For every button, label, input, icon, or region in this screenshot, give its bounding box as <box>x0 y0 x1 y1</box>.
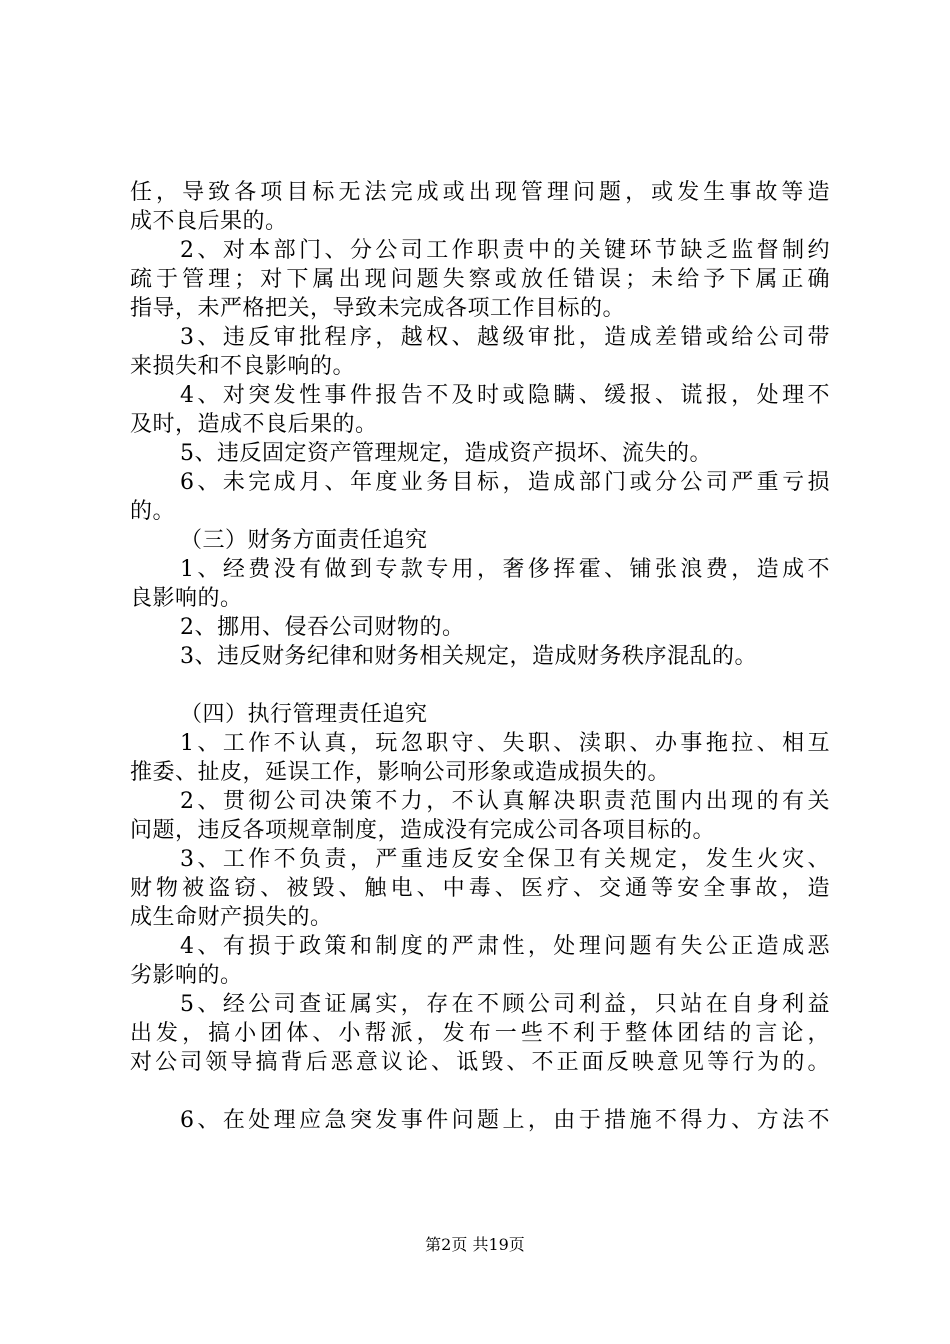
text-line: 来损失和不良影响的。 <box>130 354 356 379</box>
page-footer: 第2页 共19页 <box>425 1235 525 1254</box>
text-line: 疏于管理；对下属出现问题失察或放任错误；未给予下属正确 <box>130 267 830 292</box>
text-line: 推委、扯皮，延误工作，影响公司形象或造成损失的。 <box>130 760 671 785</box>
text-line: 出发，搞小团体、小帮派，发布一些不利于整体团结的言论， <box>130 1021 830 1046</box>
text-line: 3、违反审批程序，越权、越级审批，造成差错或给公司带 <box>180 325 830 350</box>
text-line: 成生命财产损失的。 <box>130 905 333 930</box>
text-line: （三）财务方面责任追究 <box>180 528 428 553</box>
text-line: 3、违反财务纪律和财务相关规定，造成财务秩序混乱的。 <box>180 644 757 669</box>
text-line: （四）执行管理责任追究 <box>180 702 428 727</box>
text-line: 及时，造成不良后果的。 <box>130 412 378 437</box>
text-line: 良影响的。 <box>130 586 243 611</box>
text-line: 5、违反固定资产管理规定，造成资产损坏、流失的。 <box>180 441 712 466</box>
text-line: 2、挪用、侵吞公司财物的。 <box>180 615 465 640</box>
text-line: 4、对突发性事件报告不及时或隐瞒、缓报、谎报，处理不 <box>180 383 830 408</box>
text-line: 3、工作不负责，严重违反安全保卫有关规定，发生火灾、 <box>180 847 830 872</box>
text-line: 5、经公司查证属实，存在不顾公司利益，只站在自身利益 <box>180 992 830 1017</box>
text-line: 4、有损于政策和制度的严肃性，处理问题有失公正造成恶 <box>180 934 830 959</box>
text-line: 对公司领导搞背后恶意议论、诋毁、不正面反映意见等行为的。 <box>130 1050 830 1075</box>
text-line: 任，导致各项目标无法完成或出现管理问题，或发生事故等造 <box>130 180 830 205</box>
document-body <box>130 178 830 1135</box>
text-line: 6、未完成月、年度业务目标，造成部门或分公司严重亏损 <box>180 470 830 495</box>
text-line: 问题，违反各项规章制度，造成没有完成公司各项目标的。 <box>130 818 716 843</box>
text-line: 指导，未严格把关，导致未完成各项工作目标的。 <box>130 296 626 321</box>
text-line: 1、工作不认真，玩忽职守、失职、渎职、办事拖拉、相互 <box>180 731 830 756</box>
blank-line <box>130 1077 830 1106</box>
text-line: 2、贯彻公司决策不力，不认真解决职责范围内出现的有关 <box>180 789 830 814</box>
blank-line <box>130 671 830 700</box>
text-line: 成不良后果的。 <box>130 209 288 234</box>
text-line: 的。 <box>130 499 176 524</box>
text-line: 2、对本部门、分公司工作职责中的关键环节缺乏监督制约 <box>180 238 830 263</box>
text-line: 6、在处理应急突发事件问题上，由于措施不得力、方法不 <box>180 1108 830 1133</box>
text-line: 劣影响的。 <box>130 963 243 988</box>
text-line: 财物被盗窃、被毁、触电、中毒、医疗、交通等安全事故，造 <box>130 876 830 901</box>
text-line: 1、经费没有做到专款专用，奢侈挥霍、铺张浪费，造成不 <box>180 557 830 582</box>
